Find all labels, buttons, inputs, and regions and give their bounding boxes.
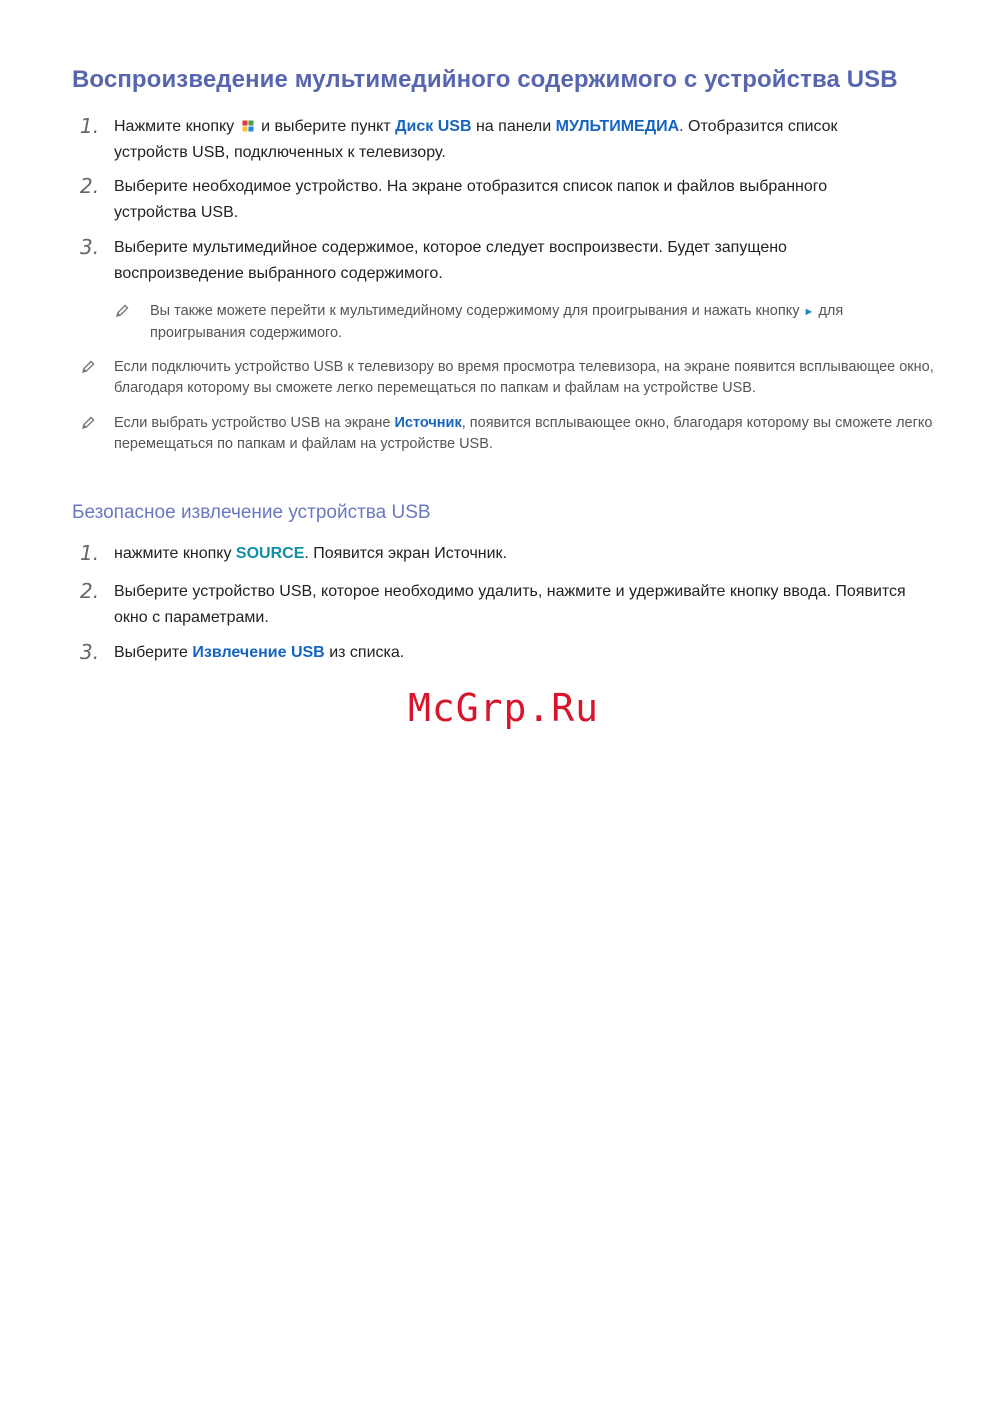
section-title-usb-playback: Воспроизведение мультимедийного содержимого с устройства USB [72,66,898,93]
pencil-icon [80,415,96,431]
source-button-label: SOURCE [235,545,305,562]
remove-usb-label: Извлечение USB [192,644,325,661]
step-text-part: и выберите пункт [261,118,391,135]
step-text-part: нажмите кнопку [114,545,232,562]
section-title-safe-removal: Безопасное извлечение устройства USB [72,502,431,523]
usb-disk-label: Диск USB [395,118,472,135]
step-text: Выберите устройство USB, которое необходимо удалить, нажмите и удерживайте кнопку ввода. Появится окно с параметрами. [114,583,906,626]
step-text: Выберите мультимедийное содержимое, которое следует воспроизвести. Будет запущено воспроизведение выбранного содержимого. [114,239,787,282]
note-text-part: для проигрывания содержимого. [150,303,844,341]
step-number: 3. [80,640,100,664]
step-number: 2. [80,174,100,198]
step-text [114,640,914,666]
step-text-part: . Отобразится список устройств USB, подключенных к телевизору. [114,118,838,161]
step-text-part: Нажмите кнопку [114,118,235,135]
step-number: 1. [80,114,100,138]
note-text-part: Вы также можете перейти к мультимедийному содержимому для проигрывания и нажать кнопку [150,303,800,319]
step-number: 1. [80,541,100,565]
step-text-part: из списка. [329,644,405,661]
note-text-part: Если выбрать устройство USB на экране [114,415,391,431]
step-number: 2. [80,579,100,603]
watermark: McGrp.Ru [408,686,600,730]
note-text-part: , появится всплывающее окно, благодаря которому вы сможете легко перемещаться по папкам и файлам на устройстве USB. [114,415,933,452]
step-text: Выберите необходимое устройство. На экране отобразится список папок и файлов выбранного устройства USB. [114,178,828,221]
step-text [114,541,914,567]
step-text [114,114,914,166]
pencil-icon [114,303,130,319]
step-text-part: . Появится экран Источник. [304,545,507,562]
step-text-part: на панели [475,118,552,135]
pencil-icon [80,359,96,375]
source-screen-label: Источник [394,415,462,431]
note-text [114,413,934,455]
multimedia-button-icon [242,115,254,127]
note-text [150,301,900,344]
step-number: 3. [80,235,100,259]
multimedia-label: МУЛЬТИМЕДИА [555,118,680,135]
play-icon: ► [803,306,815,318]
step-text-part: Выберите [114,644,188,661]
note-text: Если подключить устройство USB к телевизору во время просмотра телевизора, на экране появится всплывающее окно, благодаря которому вы сможете легко перемещаться по папкам и файлам на устройстве USB. [114,359,934,396]
